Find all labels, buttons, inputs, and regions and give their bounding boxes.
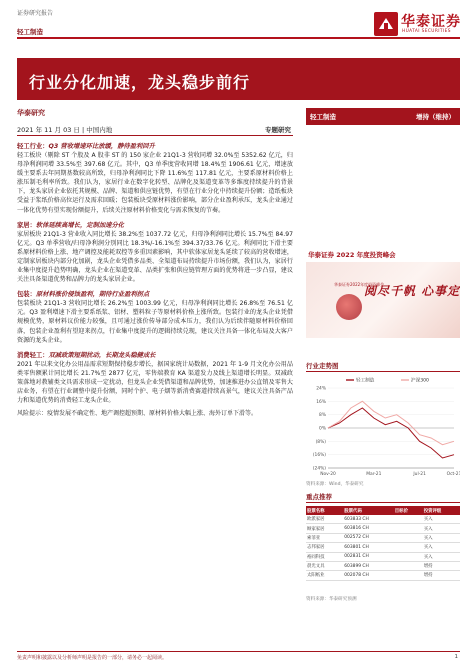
x-tick-label: Oct-21 bbox=[446, 472, 460, 477]
logo-mark-icon bbox=[374, 12, 398, 36]
table-row bbox=[306, 543, 460, 552]
section-body: 轻工板块（剔除 ST 个股及 A 股非 ST 的 150 家企业 21Q1-3 营收同增 32.0%至 5352.62 亿元，归母净利润同增 33.5%至 397.68 亿元。其中，Q3 单季度营收同增 18.4%至 1906.61 亿元，增速放缓主要系去年同期基数较高所致，归母净利润同比下降 11.6%至 117.81 亿元，主要系原材料价格上涨压制毛利率所致。我们认为，家居行业在数字化转型、品牌化及渠道变革等多维度持续提升的背景下，龙头家居企业依托其规模、品牌、渠道和供应链优势，有望在行业分化中持续提升份额；造纸板块受益于浆纸价格高位运行及需求回暖；包装板块受原材料涨价影响，部分企业盈利承压，龙头企业通过一体化优势有望实现份额提升，后续关注原材料价格变化与需求恢复的节奏。 bbox=[17, 152, 293, 214]
cell-target bbox=[394, 524, 423, 533]
page-number: 1 bbox=[454, 654, 458, 660]
section-label: 家居： bbox=[17, 221, 36, 229]
rating-value: 增持（维持） bbox=[416, 113, 455, 121]
report-region: 中国内地 bbox=[86, 126, 113, 134]
section-highlight: 软体延续高增长，定制加速分化 bbox=[35, 221, 125, 229]
page-title: 行业分化加速，龙头稳步前行 bbox=[29, 73, 251, 92]
title-banner bbox=[17, 58, 460, 100]
footer-divider bbox=[17, 651, 460, 652]
cell-target bbox=[394, 552, 423, 561]
cell-target bbox=[394, 571, 423, 580]
report-kind: 专题研究 bbox=[265, 126, 291, 134]
table-row bbox=[306, 533, 460, 542]
stock-table-header bbox=[306, 506, 460, 515]
main-column bbox=[17, 108, 293, 418]
section-body: 包装板块 21Q1-3 营收同比增长 26.2%至 1003.99 亿元，归母净利润同比增长 26.8%至 76.51 亿元。Q3 盈利增速下滑主要系纸浆、铝材、塑料粒子等原材料价格上涨所致。包装行业的龙头企业凭借规模优势，原材料议价能力较强，且可通过涨价传导部分成本压力，我们认为后续伴随原材料价格回落，包装企业盈利有望迎来拐点，行业集中度提升的逻辑持续兑现，建议关注具备一体化布局及大客户资源的龙头企业。 bbox=[17, 300, 293, 344]
section-body: 家居板块 21Q1-3 营业收入同比增长 38.2%至 1037.72 亿元，归母净利润同比增长 15.7%至 84.97 亿元。Q3 单季营收/归母净利润分别同比 18.3%/-16.1%至 394.37/33.76 亿元。利润同比下滑主要系原材料价格上涨、地产调控及能耗双控等多重因素影响，其中软体家居龙头延续了较高的营收增速，定制家居板块内部分化加剧，龙头企业凭借多品类、全渠道布局持续提升市场份额，我们认为，家居行业集中度提升趋势明确，龙头企业在渠道变革、品类扩张和供应链管理方面的优势将进一步凸显，建议关注具备渠道优势和品牌力的龙头家居企业。 bbox=[17, 230, 293, 284]
rating-header bbox=[306, 108, 460, 125]
promo-slogan: 阅尽千帆 心事定 bbox=[364, 284, 460, 298]
section-highlight: 双减政策短期扰动，长期龙头稳健成长 bbox=[48, 351, 156, 359]
cell-target bbox=[394, 543, 423, 552]
cell-rating: 买入 bbox=[423, 515, 460, 524]
industry-tag: 轻工制造 bbox=[17, 28, 43, 36]
section-body: 2021 年以来文化办公用品需求短期保持稳步增长，据国家统计局数据，2021 年 1-9 月文化办公用品类零售额累计同比增长 21.7%至 2877 亿元，零售端教育 KA 渠道发力及线上渠道增长明显。双减政策落地对教辅类文具需求形成一定扰动，但龙头企业凭借渠道和品牌优势，加速推进办公直销及零售大店业务，有望在行业调整中提升份额，同时个护、电子烟等新消费赛道持续高景气，建议关注具备产品力和渠道优势的消费轻工龙头企业。 bbox=[17, 360, 293, 405]
cell-rating: 买入 bbox=[423, 533, 460, 542]
section-light-industry bbox=[17, 142, 293, 215]
report-date: 2021 年 11 月 03 日 bbox=[17, 126, 80, 134]
section-label: 包装： bbox=[17, 291, 36, 299]
risk-note: 风险提示：疫情发展不确定性、地产调控超预期、原材料价格大幅上涨、海外订单下滑等。 bbox=[17, 410, 258, 418]
section-title bbox=[17, 351, 293, 360]
section-packaging bbox=[17, 290, 293, 344]
section-highlight: Q3 营收增速环比放缓，静待盈利回升 bbox=[48, 143, 155, 150]
cell-code: 002572 CH bbox=[343, 533, 394, 542]
cell-code: 002078 CH bbox=[343, 571, 394, 580]
footer-disclaimer: 免责声明和披露以及分析师声明是报告的一部分，请务必一起阅读。 bbox=[17, 655, 168, 661]
trend-chart-source: 资料来源：Wind，华泰研究 bbox=[306, 482, 364, 487]
section-title bbox=[17, 221, 293, 230]
y-tick-label: 16% bbox=[316, 399, 326, 405]
cell-target bbox=[394, 515, 423, 524]
section-label: 消费轻工： bbox=[17, 351, 49, 359]
summit-promo[interactable] bbox=[306, 250, 460, 340]
section-furniture bbox=[17, 221, 293, 285]
y-tick-label: (8%) bbox=[315, 439, 326, 445]
cell-code: 603801 CH bbox=[343, 543, 394, 552]
trend-chart-title: 行业走势图 bbox=[306, 361, 460, 372]
x-tick-label: Jul-21 bbox=[413, 472, 426, 477]
cell-code: 603816 CH bbox=[343, 524, 394, 533]
cell-code: 002831 CH bbox=[343, 552, 394, 561]
cell-target bbox=[394, 561, 423, 570]
table-row bbox=[306, 524, 460, 533]
legend-label: 沪深300 bbox=[411, 378, 429, 384]
cell-rating: 增持 bbox=[423, 561, 460, 570]
cell-rating: 买入 bbox=[423, 552, 460, 561]
table-row bbox=[306, 515, 460, 524]
y-tick-label: 0% bbox=[319, 426, 326, 432]
logo-text-en: HUATAI SECURITIES bbox=[402, 29, 451, 34]
col-header: 股票代码 bbox=[343, 506, 394, 515]
report-type-label: 证券研究报告 bbox=[17, 10, 54, 17]
promo-caption: 华泰证券2022年度投资峰会 bbox=[334, 282, 385, 287]
section-highlight: 原材料涨价侵蚀盈利，期待行业盈利拐点 bbox=[35, 291, 150, 299]
cell-target bbox=[394, 533, 423, 542]
huatai-logo bbox=[374, 10, 460, 38]
cell-code: 603833 CH bbox=[343, 515, 394, 524]
section-title bbox=[17, 142, 293, 151]
institute-name: 华泰研究 bbox=[17, 109, 45, 117]
y-tick-label: 24% bbox=[316, 386, 326, 392]
cell-name: 太阳纸业 bbox=[306, 571, 343, 580]
stock-table-source: 资料来源：华泰研究预测 bbox=[306, 597, 357, 602]
trend-chart-svg bbox=[306, 374, 460, 482]
y-tick-label: (24%) bbox=[312, 466, 326, 472]
section-label: 轻工行业： bbox=[17, 143, 49, 150]
date-row: 2021 年 11 月 03 日 | 中国内地 专题研究 bbox=[17, 126, 291, 134]
cell-rating: 增持 bbox=[423, 571, 460, 580]
table-row bbox=[306, 552, 460, 561]
sector-name: 轻工制造 bbox=[310, 113, 336, 121]
cell-rating: 买入 bbox=[423, 524, 460, 533]
stock-table-title: 重点推荐 bbox=[306, 492, 460, 503]
cell-name: 裕同科技 bbox=[306, 552, 343, 561]
cell-name: 晨光文具 bbox=[306, 561, 343, 570]
legend-label: 轻工制造 bbox=[356, 378, 375, 384]
promo-graphic bbox=[336, 294, 362, 320]
cell-name: 志邦家居 bbox=[306, 543, 343, 552]
col-header: 股票名称 bbox=[306, 506, 343, 515]
x-tick-label: Mar-21 bbox=[366, 472, 382, 477]
section-title bbox=[17, 290, 293, 299]
trend-chart bbox=[306, 374, 460, 482]
cell-code: 603899 CH bbox=[343, 561, 394, 570]
logo-text-cn: 华泰证券 bbox=[401, 14, 461, 30]
series-line-1 bbox=[328, 408, 454, 458]
x-tick-label: Nov-20 bbox=[320, 472, 336, 477]
section-consumer bbox=[17, 351, 293, 405]
sidebar bbox=[306, 108, 460, 602]
cell-name: 欧派家居 bbox=[306, 515, 343, 524]
stock-table bbox=[306, 506, 460, 581]
table-row bbox=[306, 561, 460, 570]
y-tick-label: 8% bbox=[319, 413, 326, 419]
cell-name: 顾家家居 bbox=[306, 524, 343, 533]
cell-rating: 买入 bbox=[423, 543, 460, 552]
y-tick-label: (16%) bbox=[312, 453, 326, 459]
promo-image[interactable] bbox=[306, 262, 460, 338]
col-header: 目标价 bbox=[394, 506, 423, 515]
table-row bbox=[306, 571, 460, 580]
cell-name: 索菲亚 bbox=[306, 533, 343, 542]
header-divider bbox=[17, 37, 460, 39]
col-header: 投资评级 bbox=[423, 506, 460, 515]
promo-title: 华泰证券 2022 年度投资峰会 bbox=[308, 251, 396, 259]
